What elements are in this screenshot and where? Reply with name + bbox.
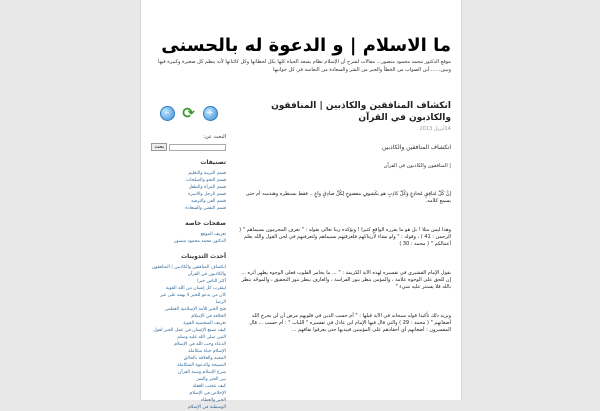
recent-post-link[interactable]: انكشاف المنافقين والكاذبين | المنافقون والكاذبون في القرآن — [151, 265, 226, 277]
post-date: 14أبريل 2013 — [419, 126, 451, 132]
recent-post-link[interactable]: المحبة والعلاقة بالخالق — [183, 356, 226, 361]
category-link[interactable]: قسم الرجل والاسرة — [188, 192, 226, 197]
recent-post-link[interactable]: النصيحة والدعوة المتكاملة — [177, 363, 226, 368]
post-subheading: | المنافقون والكاذبون في القرآن — [383, 163, 451, 169]
search-form — [151, 143, 226, 151]
recent-post-link[interactable]: فتح الخير للأمة الإسلامية العظمى — [164, 307, 226, 312]
recent-post-link[interactable]: كيف نتجنب الغفلة — [192, 384, 226, 389]
site-header — [141, 0, 461, 90]
recent-post-link[interactable]: الدعاء وحب الله في الإسلام — [174, 342, 226, 347]
post-paragraph: يقول الإمام القشيري في تفسيره لهذه الآية الكريمة : " ... ما يخامر القلوب فعلى الوجوه يظهر أثره ... إن للحق على الوجوه علامة ، والمؤمن ينظر بنور الفراسة ، والعارف ينظر بنور التحقيق ، والموحّد ينظر بالله فلا يستتر عليه شيء " — [241, 270, 451, 290]
recent-post-link[interactable]: ليتقرب كل إنسان من الله القوية — [165, 286, 226, 291]
post-content — [236, 100, 451, 400]
zoom-out-icon[interactable]: – — [160, 106, 175, 121]
search-button[interactable]: بحث — [151, 143, 167, 151]
recent-post-link[interactable]: كان من يدعو للخير لا يهمه على غير الرضا — [160, 293, 226, 305]
site-title[interactable]: ما الاسلام | و الدعوة له بالحسنى — [161, 35, 451, 56]
recent-post-link[interactable]: أكثر الناس خيرا — [197, 279, 226, 284]
page-link[interactable]: تعريف الموقع — [200, 232, 226, 237]
category-link[interactable]: قسم التربية والتعليم — [188, 171, 226, 176]
zoom-controls — [151, 102, 226, 124]
category-link[interactable]: قسم النحو والصلحات — [186, 178, 226, 183]
recent-post-link[interactable]: الإخلاص في الإسلام — [189, 391, 226, 396]
recent-posts-title: أحدث التدوينات — [181, 253, 226, 260]
post-paragraph: وهذا ليس مثلا ! بل هو ما يقرره الواقع كثيرا ! ويؤكده ربنا تعالى بقوله : " تعرف المجرمون بسيماهم " ( الرحمن : 41 ) ، وقوله : " ولو نشاء لأريناكهم فلعرفتهم بسيماهم ولتعرفنهم في لحن القول والله يعلم أعمالكم " ( محمد : 30 ) — [239, 227, 451, 247]
post-paragraph: إنَّ كُلَّ مُنافِقٍ مُخادِعٍ وَكُلَّ كاذِبٍ هو بكَشوفٍ مفضوحٍ لِكُلِّ صادِقٍ واعٍ .. فقط بسنطره وهندسه أم حتى يسمع كلامه. — [245, 191, 451, 204]
post-subtitle: انكشاف المنافقين والكاذبين — [381, 144, 451, 151]
recent-post-link[interactable]: شرع الإسلام وسنة القرآن — [178, 370, 226, 375]
recent-post-link[interactable]: كيف نصنع الإنسان في عمل الخير لقول النبي صلى الله عليه وسلم — [153, 328, 226, 340]
categories-widget — [151, 159, 226, 212]
page-container — [140, 0, 462, 410]
recent-post-link[interactable]: تعريف الشخصية القوية — [183, 321, 226, 326]
recent-post-link[interactable]: الخلافة في الإسلام — [191, 314, 226, 319]
category-link[interactable]: قسم الفن والترفيه — [191, 199, 226, 204]
recent-posts-widget — [151, 253, 226, 411]
pages-widget — [151, 220, 226, 245]
categories-title: تصنيفات — [200, 159, 226, 166]
post-paragraph: ويزيد ذلك تأكيدا قوله سبحانه في الآية قبلها : " أم حسب الذين في قلوبهم مرض أن لن يخرج الله أضغانهم " ( محمد : 29 ) والتي قال فيها الإمام ابن عادل في تفسيره " اللباب " : أم حسب ... قال المفسرون : أضغانهم أي أحقادهم على المؤمنين فيبديها حتى يعرفوا نفاقهم ... — [249, 313, 451, 333]
category-link[interactable]: قسم النفس والسعادة — [185, 206, 226, 211]
recent-post-link[interactable]: الوسطية في الإسلام — [188, 405, 226, 410]
recent-post-link[interactable]: الإسلام حياة متكاملة — [188, 349, 226, 354]
pages-title: صفحات خاصة — [185, 220, 226, 227]
recent-post-link[interactable]: الخير والعطاء — [201, 398, 226, 403]
recent-post-link[interactable]: بين الخير والشر — [196, 377, 226, 382]
zoom-in-icon[interactable]: + — [203, 106, 218, 121]
site-description: موقع الدكتور محمد محمود منصور... مقالات لشرح أن الإسلام نظام يسعد الحياة كلها بكل لحظاتها وكل كائناتها لأنه ينظم كل صغيرة وكبيرة فيها ويبين.......أين الصواب من الخطأ والخير من الشر والسعادة من التعاسة في كل جوانبها — [157, 59, 451, 73]
post-title[interactable]: انكشاف المنافقين والكاذبين | المنافقون والكاذبون في القرآن — [271, 101, 451, 123]
refresh-icon[interactable]: ⟳ — [182, 104, 195, 122]
category-link[interactable]: قسم المرأة والطفل — [188, 185, 226, 190]
sidebar — [151, 102, 226, 410]
search-input[interactable] — [169, 144, 226, 151]
search-label: البحث عن: — [203, 134, 226, 140]
page-link[interactable]: الدكتور محمد محمود منصور — [174, 239, 226, 244]
